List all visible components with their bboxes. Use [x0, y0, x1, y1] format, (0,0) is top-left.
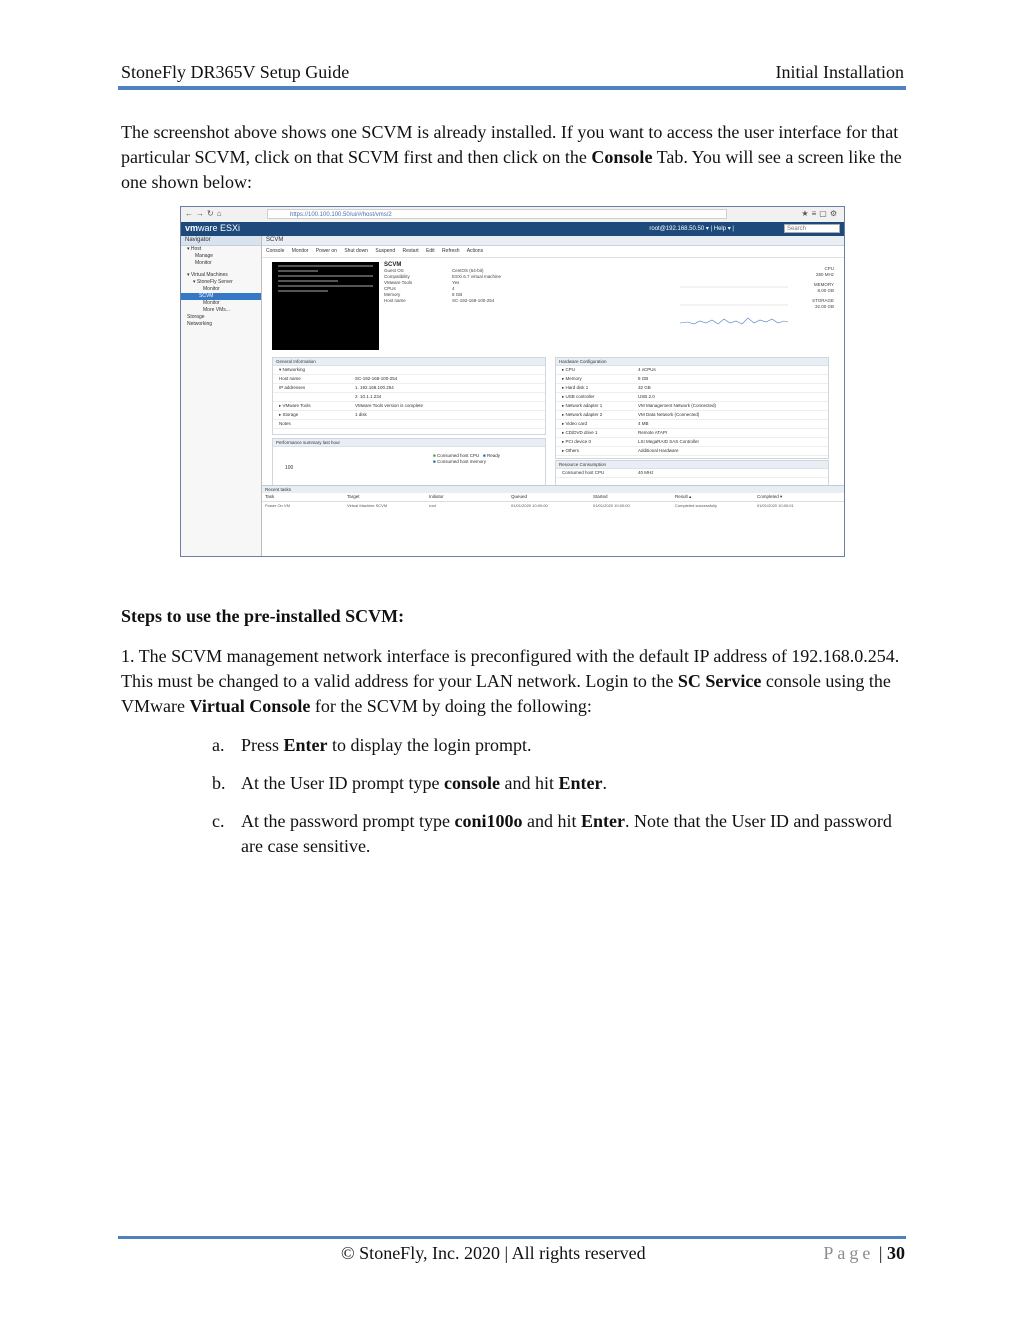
navigator-panel: [181, 236, 262, 556]
step-1-paragraph: 1. The SCVM management network interface is preconfigured with the default IP address of 192.168.0.254. This must be changed to a valid address for your LAN network. Login to the SC Service console using the VMware Virtual Console for the SCVM by doing the following:: [121, 646, 900, 716]
hardware-configuration-panel: Hardware Configuration ▸ CPU 4 vCPUs ▸ Memory 8 GB ▸ Hard disk 1 32 GB ▸ USB controller USB 2.0 ▸ Network adapter 1 VM Management Network (Connected) ▸ Network adapter 2 VM Data Network (Connected) ▸ Video card 4 MB ▸ CD/DVD drive 1 Remote ATAPI ▸ PCI device 0 LSI MegaRAID SAS Controller ▸ Others Additional Hardware: [555, 357, 829, 459]
browser-toolbar: [181, 207, 844, 223]
general-information-panel: General Information ▾ Networking Host name SC-192-168-100-254 IP addresses 1. 192.168.100.254 2. 10.1.1.234 ▸ VMware Tools VMware Tools version is complete ▸ Storage 1 disk Notes: [272, 357, 546, 435]
performance-panel: Performance summary last hour ■ Consumed host CPU ■ Ready ■ Consumed host memory 100: [272, 438, 546, 488]
header-rule: [118, 86, 906, 90]
toolbar-refresh: Refresh: [442, 248, 460, 254]
nav-monitor: Monitor: [195, 260, 212, 266]
nav-vm-monitor: Monitor: [203, 286, 220, 292]
browser-url-bar: https://100.100.100.50/ui/#/host/vms/2: [267, 209, 727, 219]
task-row: Power On VM Virtual Machine SCVM root 01/01/2020 10:00:00 01/01/2020 10:00:00 Completed successfully 01/01/2020 10:00:01: [265, 503, 794, 508]
header-title: StoneFly DR365V Setup Guide: [121, 62, 350, 82]
toolbar-suspend: Suspend: [375, 248, 396, 254]
document-page: StoneFly DR365V Setup Guide Initial Installation The screenshot above shows one SCVM is already installed. If you want to access the user interface for that particular SCVM, click on that SCVM first and then click on the Console Tab. You will see a screen like the one shown below: ←→↻⌂ https://100.100.100.50/ui/#/host/vms/2 ★≡▢⚙ vmware ESXi root@192.168.50.50 ▾ | Help ▾ | Search Navigator ▾ Host Manage Monitor ▾ Virtual Machines ▾ StoneFly Server Monitor SCVM Monitor More VMs... Storage Networking SCVM Console Monitor Power on Shut down Suspend Restart Edit Refresh Actions SCVM Guest OS CentOS (64-bit) Compatibility ESXi 6.7 virtual machine VMware Tools Yes CPUs 4 Memory 8 GB Host name SC-192-168-100-254 CPU 280 MHz MEMORY 8.00 GB STORAGE 32.00 GB General Information ▾ Networking Host name SC-192-168-100-254 IP addresses 1. 192.168.100.254 2. 10.1.1.234 ▸ VMware Tools VMware Tools version is complete ▸ Storage 1 disk Notes Performance summary last hour ■ Consumed host CPU ■ Ready ■ Consumed host memory 100 Hardware Configuration ▸ CPU 4 vCPUs ▸ Memory 8 GB ▸ Hard disk 1 32 GB ▸ USB controller USB 2.0 ▸ Network adapter 1 VM Management Network (Connected) ▸ Network adapter 2 VM Data Network (Connected) ▸ Video card 4 MB ▸ CD/DVD drive 1 Remote ATAPI ▸ PCI device 0 LSI MegaRAID SAS Controller ▸ Others Additional Hardware Resource Consumption Consumed host CPU 40 MHz Recent tasks Task Target Initiator Queued Started Result ▴ Completed ▾ Power On VM Virtual Machine SCVM root 01/01/2020 10:00:00 01/01/2020 10:00:00 Completed successfully 01/01/2020 10:00:01 Steps to use the pre-installed SCVM: 1. The SCVM management network interface is preconfigured with the default IP address of 192.168.0.254. This must be changed to a valid address for your LAN network. Login to the SC Service console using the VMware Virtual Console for the SCVM by doing the following: a. Press Enter to display the login prompt. b. At the User ID prompt type console and hit Enter. c. At the password prompt type coni100o and hit Enter. Note that the User ID and password are case sensitive. © StoneFly, Inc. 2020 | All rights reserved Page | 30: [0, 0, 1024, 1325]
toolbar-console: Console: [266, 248, 285, 254]
vm-summary-info: SCVM Guest OS CentOS (64-bit) Compatibility ESXi 6.7 virtual machine VMware Tools Yes CPUs 4 Memory 8 GB Host name SC-192-168-100-254: [384, 262, 502, 303]
nav-vm-scvm: SCVM: [181, 293, 261, 300]
nav-vm-stonefly: ▾ StoneFly Server: [193, 279, 233, 285]
esxi-screenshot: [180, 206, 845, 557]
esxi-top-bar: [181, 222, 844, 236]
footer-rule: [118, 1236, 906, 1239]
esxi-user-menu: root@192.168.50.50 ▾ | Help ▾ |: [649, 226, 734, 232]
section-heading: Steps to use the pre-installed SCVM:: [121, 606, 405, 626]
recent-tasks-panel: Recent tasks Task Target Initiator Queued Started Result ▴ Completed ▾ Power On VM Virtual Machine SCVM root 01/01/2020 10:00:00 01/01/2020 10:00:00 Completed successfully 01/01/2020 10:00:01: [262, 485, 844, 557]
usage-sparklines: [680, 273, 788, 345]
browser-tool-icons: ★≡▢⚙: [801, 209, 840, 218]
vmware-logo: vmware ESXi: [185, 223, 241, 233]
navigator-title: Navigator: [181, 236, 261, 246]
toolbar-power-on: Power on: [315, 248, 337, 254]
esxi-search-box: Search: [784, 224, 840, 233]
browser-nav-icons: ←→↻⌂: [185, 209, 225, 218]
resource-consumption-panel: Resource Consumption Consumed host CPU 40 MHz: [555, 460, 829, 486]
nav-scvm-monitor: Monitor: [203, 300, 220, 306]
toolbar-shut-down: Shut down: [344, 248, 368, 254]
toolbar-actions: Actions: [466, 248, 484, 254]
vm-toolbar: [262, 246, 844, 258]
nav-host: ▾ Host: [187, 246, 202, 252]
toolbar-edit: Edit: [426, 248, 435, 254]
nav-networking: Networking: [187, 321, 213, 327]
vm-tab-title: SCVM: [262, 236, 844, 246]
toolbar-monitor: Monitor: [291, 248, 309, 254]
header-section: Initial Installation: [775, 62, 904, 82]
console-preview: [272, 262, 379, 350]
footer-page-number: Page | 30: [823, 1243, 905, 1263]
toolbar-restart: Restart: [402, 248, 419, 254]
nav-manage: Manage: [195, 253, 214, 259]
footer-copyright: © StoneFly, Inc. 2020 | All rights reserved: [341, 1243, 646, 1263]
resource-status: CPU 280 MHz MEMORY 8.00 GB STORAGE 32.00 GB: [812, 266, 834, 309]
nav-storage: Storage: [187, 314, 205, 320]
nav-virtual-machines: ▾ Virtual Machines: [187, 272, 228, 278]
nav-more-vms: More VMs...: [203, 307, 230, 313]
intro-paragraph: The screenshot above shows one SCVM is already installed. If you want to access the user interface for that particular SCVM, click on that SCVM first and then click on the Console Tab. You will see a screen like the one shown below:: [121, 122, 902, 192]
